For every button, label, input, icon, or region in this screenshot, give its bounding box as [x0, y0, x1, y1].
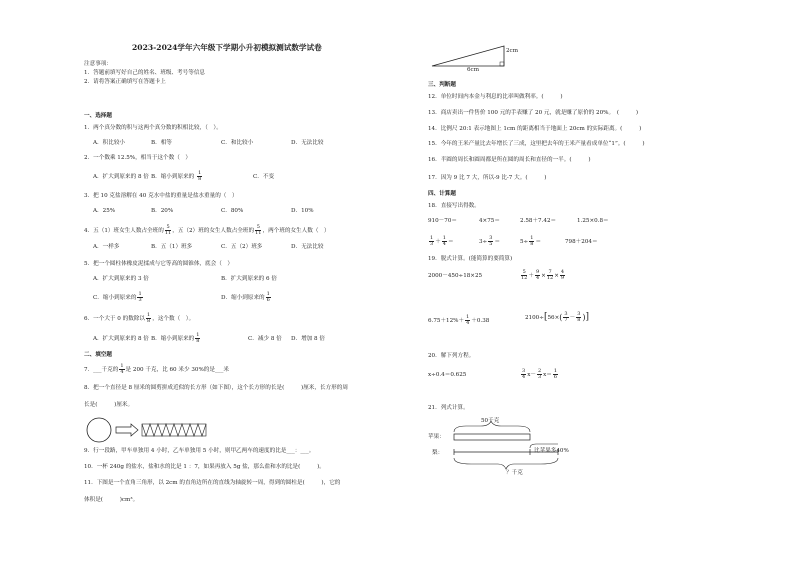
- q6-text-a: 6．一个大于 0 的数除以: [84, 316, 146, 322]
- q18-item-5: $\frac{1}{3}$ ＋ $\frac{1}{4}$ ＝: [430, 235, 454, 247]
- question-13: 13．商店卖出一件售价 100 元的手表赚了 20 元，就是赚了原价的 20%。 ( ): [428, 110, 639, 116]
- segment-label-bottom: ？千克: [506, 470, 523, 476]
- q19-d: 2100÷[56×( $\frac{3}{7}$ － $\frac{3}{8}$ )]: [525, 311, 590, 323]
- q19-c: 6.75＋12%＋ $\frac{1}{4}$ ＋0.38: [428, 314, 490, 326]
- q1-option-b: B．相等: [151, 140, 172, 146]
- segment-label-more: 比苹果多40%: [534, 448, 569, 454]
- q3-option-c: C．80%: [221, 208, 244, 214]
- q18-item-3: 2.58＋7.42＝: [520, 218, 557, 224]
- right-triangle-figure: [430, 44, 510, 68]
- q4-option-c: C．五（2）班多: [221, 244, 263, 250]
- notice-1: 1．答题前填写好自己的姓名、班级、考号等信息: [84, 70, 206, 76]
- q5-option-d-text: D．缩小到原来的: [221, 295, 265, 301]
- question-4: [84, 225, 330, 236]
- section-choice: 一、选择题: [84, 113, 112, 119]
- q4-text-b: ，五（2）班的女生人数占全班的: [172, 228, 255, 234]
- question-8-cont: 长是( )厘米。: [84, 402, 134, 408]
- q18-item-7-text: 5÷: [520, 239, 529, 245]
- q3-option-b: B．20%: [151, 208, 174, 214]
- q18-item-6-text: 3÷: [479, 239, 488, 245]
- question-18: 18．直接写出得数。: [428, 203, 480, 209]
- q7-text-b: 是 200 千克，比 60 米少 30%的是___米: [125, 367, 229, 373]
- q18-item-4: 1.25×0.8＝: [577, 218, 609, 224]
- q5-option-d: [221, 292, 272, 303]
- q5-fraction-c: $\frac{1}{3}$: [138, 291, 142, 303]
- question-11-cont: 体积是( )cm³。: [84, 497, 139, 503]
- segment-label-apple: 苹果：: [428, 434, 445, 440]
- q3-option-a: A．25%: [93, 208, 116, 214]
- q2-option-c: C．不变: [253, 174, 275, 180]
- q1-option-d: D．无法比较: [291, 140, 324, 146]
- q4-option-a: A．一样多: [93, 244, 120, 250]
- q4-fraction-2: $\frac{5}{11}$: [255, 224, 262, 236]
- q5-fraction-d: $\frac{1}{6}$: [266, 291, 270, 303]
- notice-title: 注意事项：: [84, 61, 112, 67]
- q7-fraction: $\frac{1}{4}$: [120, 363, 124, 375]
- question-21: 21．列式计算。: [428, 405, 469, 411]
- segment-label-top: 50千克: [481, 418, 500, 424]
- q6-fraction: $\frac{1}{8}$: [147, 312, 151, 324]
- q6-option-b: [151, 333, 201, 344]
- q5-option-b: B．扩大到原来的 6 倍: [221, 276, 277, 282]
- q2-option-b: [151, 171, 203, 182]
- q1-option-c: C．和比较小: [221, 140, 254, 146]
- q1-option-a: A．积比较小: [93, 140, 126, 146]
- triangle-width-label: 6cm: [467, 67, 479, 73]
- q2-option-a: A．扩大到原来的 8 倍: [93, 174, 149, 180]
- q18-item-7: 5÷ $\frac{1}{8}$ ＝: [520, 235, 542, 247]
- q18-item-8: 798＋204＝: [565, 239, 598, 245]
- q19-d-text: 2100÷: [525, 315, 544, 321]
- segment-label-pear: 梨：: [432, 450, 444, 456]
- q19-a: 2000－450÷18×25: [428, 273, 483, 279]
- question-15: 15．今年的王米产量比去年增长了三成，这里把去年的王米产量看成单位“1”。( ): [428, 141, 645, 147]
- q6-option-b-fraction: $\frac{1}{8}$: [196, 332, 200, 344]
- triangle-height-label: 2cm: [506, 48, 518, 54]
- question-11: 11．下图是一个直角三角形，以 2cm 的直角边所在的直线为轴旋转一周，得到的圆柱是( )，它的: [84, 480, 341, 486]
- question-10: 10．一杯 240g 的盐水，盐和水的比是 1 ：7，如果再放入 5g 盐，那么盐和水的比是( )。: [84, 464, 325, 470]
- question-14: 14．比例尺 20:1 表示地图上 1cm 的距离相当于地面上 20cm 的实际距离。( ): [428, 126, 642, 132]
- section-calc: 四、计算题: [428, 191, 456, 197]
- q19-c-text-a: 6.75＋12%＋: [428, 318, 465, 324]
- question-19: 19．脱式计算。(能简算的要简算): [428, 256, 513, 262]
- question-12: 12．单位时间内本金与利息的比率叫做利率。( ): [428, 94, 563, 100]
- question-16: 16．半圆的周长和圆周都是所在圆的周长和直径的一半。( ): [428, 157, 591, 163]
- question-9: 9．行一段路，甲车单独用 4 小时，乙车单独用 5 小时，则甲乙两车的速度的比是___：___。: [84, 448, 315, 454]
- question-7: [84, 364, 229, 375]
- section-judge: 三、判断题: [428, 82, 456, 88]
- q19-b: $\frac{5}{12}$ ＋ $\frac{9}{4}$ × $\frac{7}{12}$ × $\frac{4}{9}$: [521, 269, 565, 281]
- q5-option-c-text: C．缩小到原来的: [93, 295, 137, 301]
- q6-option-d: D．增加 8 倍: [291, 336, 325, 342]
- circle-to-rectangle-figure: [86, 417, 206, 443]
- question-1: 1．两个真分数的积与这两个真分数的积相比较，（ ）。: [84, 125, 222, 131]
- q4-option-b: B．五（1）班多: [151, 244, 193, 250]
- notice-2: 2．请将答案正确填写在答题卡上: [84, 79, 166, 85]
- q5-option-a: A．扩大到原来的 3 倍: [93, 276, 149, 282]
- q6-option-a: A．扩大到原来的 8 倍: [93, 336, 149, 342]
- q6-option-b-text: B．缩小到原来的: [151, 336, 195, 342]
- q4-text-c: ，两个班的女生人数（ ）: [262, 228, 330, 234]
- q6-option-c: C．减少 8 倍: [248, 336, 282, 342]
- question-5: 5．把一个圆柱体橡皮泥揉成与它等高的圆锥体，底会（ ）: [84, 261, 233, 267]
- q2-fraction: $\frac{1}{8}$: [198, 170, 202, 182]
- q18-item-1: 910－70＝: [428, 218, 457, 224]
- question-8: 8．把一个直径是 8 厘米的圆剪拼成近似的长方形（如下图），这个长方形的长是( )厘米，长方形的周: [84, 385, 348, 391]
- q5-option-c: [93, 292, 144, 303]
- q7-text-a: 7．___千克的: [84, 367, 119, 373]
- question-17: 17．因为 9 比 7 大，所以-9 比-7 大。( ): [428, 175, 547, 181]
- q18-item-2: 4×75＝: [479, 218, 500, 224]
- page-title: 2023-2024学年六年级下学期小升初模拟测试数学试卷: [132, 43, 322, 52]
- q18-item-6: 3÷ $\frac{3}{5}$ ＝: [479, 235, 501, 247]
- q19-c-text-b: ＋0.38: [471, 318, 490, 324]
- q6-text-b: ，这个数（ ）。: [152, 316, 195, 322]
- q3-option-d: D．10%: [291, 208, 314, 214]
- q20-a: x÷0.4＝0.625: [428, 372, 467, 378]
- q4-option-d: D．无法比较: [291, 244, 324, 250]
- q2-option-b-text: B．缩小到原来的: [151, 174, 195, 180]
- question-6: [84, 313, 194, 324]
- question-20: 20．解下列方程。: [428, 353, 475, 359]
- section-fill: 二、填空题: [84, 352, 112, 358]
- question-2: 2．一个数乘 12.5%，相当于这个数（ ）: [84, 155, 192, 161]
- q20-b: $\frac{3}{4}$ x－ $\frac{2}{3}$ x＝ $\frac{1}{6}$: [522, 368, 558, 380]
- q4-fraction-1: $\frac{5}{11}$: [164, 224, 172, 236]
- q4-text-a: 4．五（1）班女生人数占全班的: [84, 228, 164, 234]
- question-3: 3．把 10 克盐溶解在 40 克水中盐的重量是盐水重量的（ ）: [84, 193, 238, 199]
